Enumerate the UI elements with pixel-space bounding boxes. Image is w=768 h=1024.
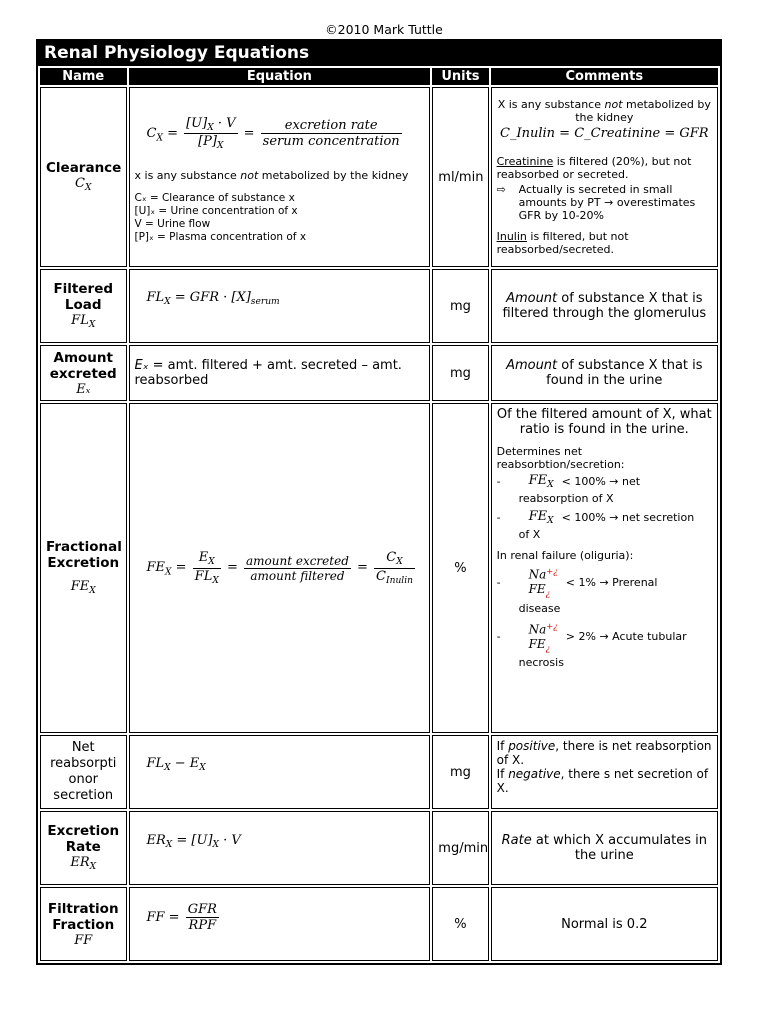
table-header-row xyxy=(40,68,718,85)
ff-equation: FF = $\frac{\text{GFR}}{\text{RPF}}$ xyxy=(146,901,217,933)
table-row-filtered-load xyxy=(40,269,718,343)
row-symbol: $C_X$ xyxy=(75,176,92,194)
equation-cell xyxy=(129,811,431,885)
name-cell xyxy=(40,811,127,885)
equation-cell xyxy=(129,887,431,961)
equation-cell xyxy=(129,735,431,809)
row-name: Fractional Excretion xyxy=(46,539,122,572)
comment-line: X is any substance not metabolized by the kidney xyxy=(497,98,711,124)
row-symbol: FF xyxy=(74,932,93,948)
fe-line-prerenal: - Na+¿ $FE_¿$ < 1% → Prerenal xyxy=(496,566,658,598)
units-cell: ml/min xyxy=(432,87,488,267)
table-row-excretion-rate xyxy=(40,811,718,885)
comments-cell: Amount of substance X that is found in the urine xyxy=(491,345,718,401)
name-cell xyxy=(40,735,127,809)
fe-line-atn: - Na+¿ $FE_¿$ > 2% → Acute tubular xyxy=(496,620,687,653)
units-cell: mg xyxy=(432,735,488,809)
table-row-clearance xyxy=(40,87,718,267)
row-name: Clearance xyxy=(46,160,122,177)
fe-equation: $FE_X$ = $\frac{E_X}{FL_X}$ = $\frac{\text{amount excreted}}{\text{amount filtered}}$ = $\frac{C_X}{C_{Inulin}}$ xyxy=(146,550,413,586)
comment-head: Of the filtered amount of X, what ratio is found in the urine. xyxy=(496,407,712,437)
table-row-amount-excreted xyxy=(40,345,718,401)
comments-cell: Of the filtered amount of X, what ratio is found in the urine. Determines net reabsorbtion/secretion: - $FE_X$ < 100% → net reabsorption of X - $FE_X$ < 100% → net secretion of X In renal failure (oliguria): - Na+¿ $FE_¿$ < 1% → Prerenal disease - Na+¿ $FE_¿$ > 2% → Acute tubular necrosis xyxy=(491,403,718,733)
equation-cell xyxy=(129,403,431,733)
header-comments: Comments xyxy=(491,68,718,85)
units-cell: mg/min xyxy=(432,811,488,885)
copyright-notice: ©2010 Mark Tuttle xyxy=(325,22,443,37)
comment-positive: If positive, there is net reabsorption of X. xyxy=(496,739,712,767)
equations-table xyxy=(38,66,720,963)
header-equation: Equation xyxy=(129,68,431,85)
table-row-net-reabsorption xyxy=(40,735,718,809)
creatinine-subnote: ⇨ Actually is secreted in small amounts by PT → overestimates GFR by 10-20% xyxy=(496,183,696,222)
table-row-fractional-excretion xyxy=(40,403,718,733)
name-cell xyxy=(40,87,127,267)
row-name: Amount excreted xyxy=(49,349,117,382)
equation-cell xyxy=(129,269,431,343)
fe-line-secretion: - $FE_X$ < 100% → net secretion xyxy=(496,509,695,527)
name-cell xyxy=(40,269,127,343)
renal-failure-text: In renal failure (oliguria): xyxy=(496,549,634,563)
clearance-equation: $C_X$ = $\frac{[U]_X \cdot V}{[P]_X}$ = $\frac{\text{excretion rate}}{\text{serum concentration}}$ xyxy=(146,115,400,152)
equation-cell: Eₓ = amt. filtered + amt. secreted – amt. reabsorbed xyxy=(129,345,431,401)
name-cell xyxy=(40,887,127,961)
row-symbol: $ER_X$ xyxy=(70,855,97,873)
units-cell: % xyxy=(432,403,488,733)
units-cell: % xyxy=(432,887,488,961)
name-cell xyxy=(40,345,127,401)
row-name: Excretion Rate xyxy=(47,823,120,856)
creatinine-note: Creatinine is filtered (20%), but not reabsorbed or secreted. xyxy=(496,155,692,181)
row-symbol: $FL_X$ xyxy=(71,313,96,331)
row-symbol: Eₓ xyxy=(76,381,91,397)
page-title: Renal Physiology Equations xyxy=(38,41,720,66)
row-name: Filtered Load xyxy=(53,281,114,314)
fe-line-reabsorption: - $FE_X$ < 100% → net xyxy=(496,473,641,491)
units-cell: mg xyxy=(432,269,488,343)
row-name: Net reabsorpti onor secretion xyxy=(50,740,117,803)
comments-cell: Normal is 0.2 xyxy=(491,887,718,961)
row-name: Filtration Fraction xyxy=(47,900,119,933)
clearance-note: x is any substance not metabolized by the kidney xyxy=(134,169,409,183)
table-row-filtration-fraction xyxy=(40,887,718,961)
equations-sheet xyxy=(36,39,722,965)
comments-cell: Amount of substance X that is filtered through the glomerulus xyxy=(491,269,718,343)
comments-cell xyxy=(491,87,718,267)
row-symbol: $FE_X$ xyxy=(70,579,96,597)
er-equation: $ER_X = [U]_X \cdot V$ xyxy=(146,833,241,851)
inulin-note: Inulin is filtered, but not reabsorbed/secreted. xyxy=(496,230,629,256)
units-cell: mg xyxy=(432,345,488,401)
clearance-definitions: Cₓ = Clearance of substance x [U]ₓ = Urine concentration of x V = Urine flow [P]ₓ = Plasma concentration of x xyxy=(134,192,307,244)
header-units: Units xyxy=(432,68,488,85)
comments-cell: Rate at which X accumulates in the urine xyxy=(491,811,718,885)
net-equation: $FL_X - E_X$ xyxy=(146,756,206,774)
determines-text: Determines net reabsorbtion/secretion: xyxy=(496,445,625,471)
filtered-load-equation: $FL_X$ = GFR · $[X]_{serum}$ xyxy=(146,290,280,308)
equation-cell xyxy=(129,87,431,267)
name-cell xyxy=(40,403,127,733)
comments-cell xyxy=(491,735,718,809)
comment-negative: If negative, there s net secretion of X. xyxy=(496,767,709,795)
comment-equation: C_Inulin = C_Creatinine = GFR xyxy=(500,126,709,141)
header-name: Name xyxy=(40,68,127,85)
